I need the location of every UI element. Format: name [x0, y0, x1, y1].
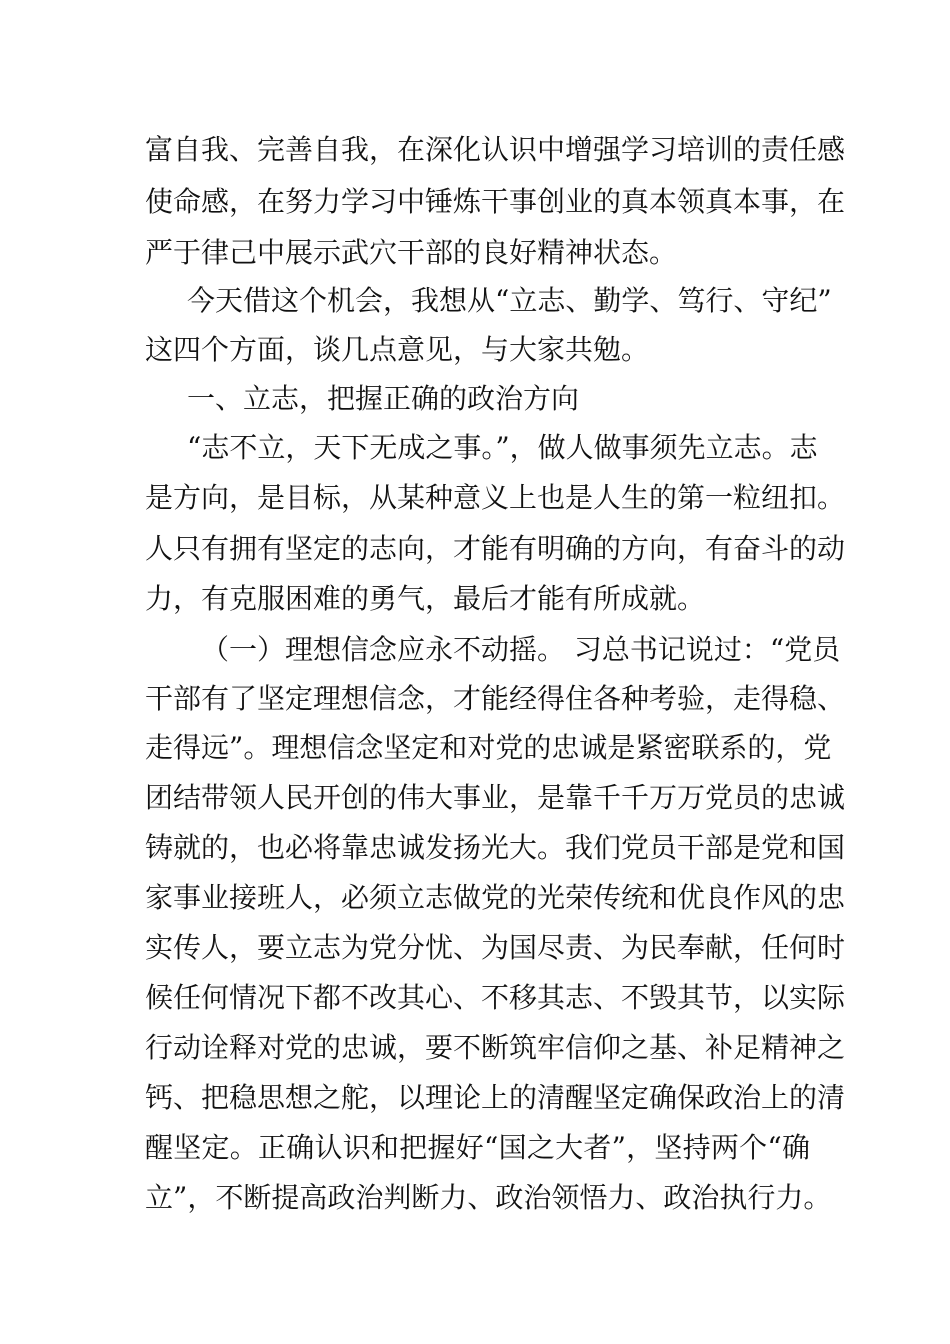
text-line-17: 实传人，要立志为党分忧、为国尽责、为民奉献，任何时 — [145, 931, 846, 964]
text-line-19: 行动诠释对党的忠诚，要不断筑牢信仰之基、补足精神之 — [145, 1031, 846, 1064]
subsection-heading-1: （一）理想信念应永不动摇。 习总书记说过：“党员 — [201, 633, 841, 666]
text-line-20: 钙、把稳思想之舵，以理论上的清醒坚定确保政治上的清 — [145, 1081, 846, 1114]
text-line-7: “志不立，天下无成之事。”，做人做事须先立志。志 — [187, 431, 818, 464]
text-line-21: 醒坚定。正确认识和把握好“国之大者”，坚持两个“确 — [145, 1131, 810, 1164]
text-line-18: 候任何情况下都不改其心、不移其志、不毁其节，以实际 — [145, 981, 846, 1014]
text-line-1: 富自我、完善自我，在深化认识中增强学习培训的责任感 — [145, 133, 846, 166]
text-line-8: 是方向，是目标，从某种意义上也是人生的第一粒纽扣。 — [145, 481, 846, 514]
text-line-14: 团结带领人民开创的伟大事业，是靠千千万万党员的忠诚 — [145, 781, 846, 814]
text-line-4: 今天借这个机会，我想从“立志、勤学、笃行、守纪” — [187, 284, 832, 317]
text-line-3: 严于律己中展示武穴干部的良好精神状态。 — [145, 236, 678, 269]
text-line-5: 这四个方面，谈几点意见，与大家共勉。 — [145, 333, 650, 366]
text-line-2: 使命感，在努力学习中锤炼干事创业的真本领真本事，在 — [145, 185, 846, 218]
section-heading-1: 一、立志，把握正确的政治方向 — [187, 382, 580, 415]
text-line-13: 走得远”。理想信念坚定和对党的忠诚是紧密联系的，党 — [145, 731, 832, 764]
text-line-10: 力，有克服困难的勇气，最后才能有所成就。 — [145, 582, 706, 615]
text-line-9: 人只有拥有坚定的志向，才能有明确的方向，有奋斗的动 — [145, 532, 846, 565]
text-line-16: 家事业接班人，必须立志做党的光荣传统和优良作风的忠 — [145, 881, 846, 914]
text-line-12: 干部有了坚定理想信念，才能经得住各种考验，走得稳、 — [145, 682, 846, 715]
text-line-22: 立”，不断提高政治判断力、政治领悟力、政治执行力。 — [145, 1181, 832, 1214]
text-line-15: 铸就的，也必将靠忠诚发扬光大。我们党员干部是党和国 — [145, 831, 846, 864]
